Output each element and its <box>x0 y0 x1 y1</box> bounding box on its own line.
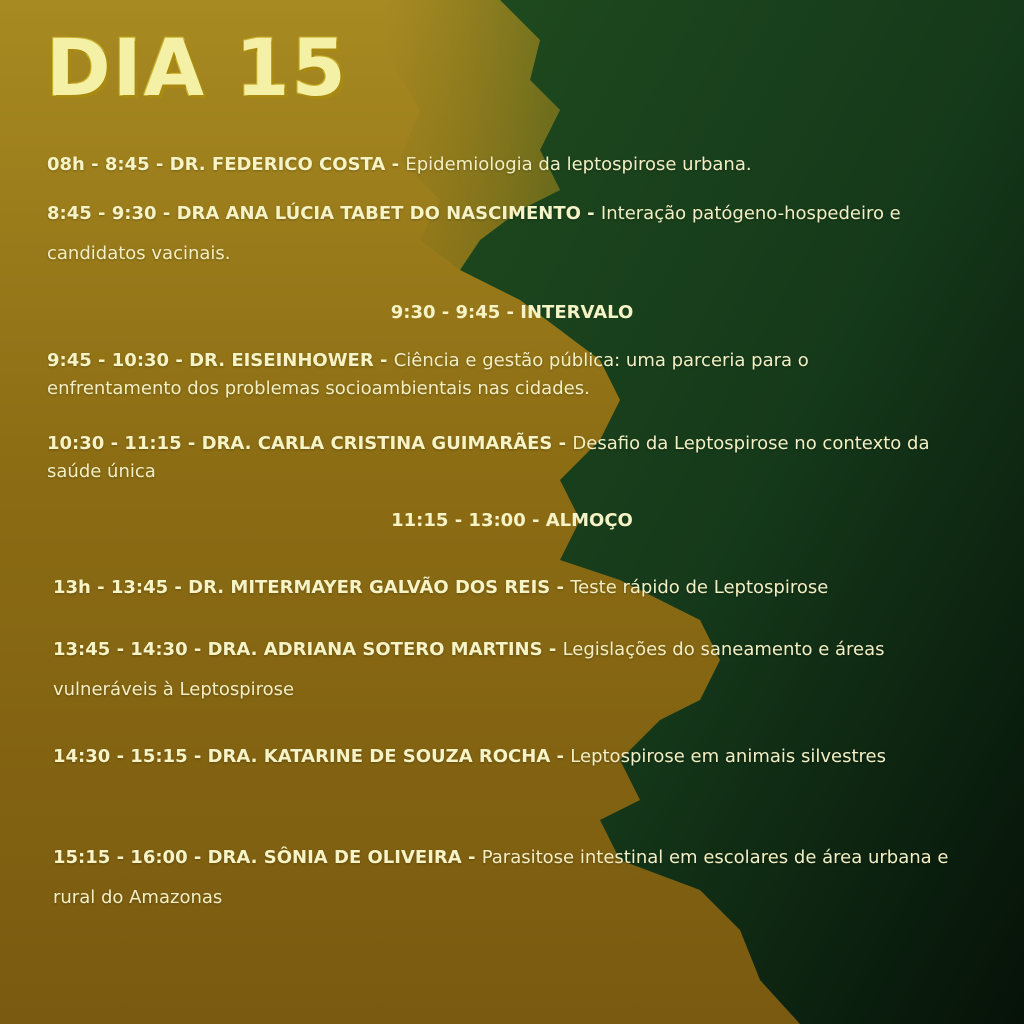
speaker-name: DRA. CARLA CRISTINA GUIMARÃES <box>201 433 553 454</box>
session-topic: Leptospirose em animais silvestres <box>570 746 886 767</box>
schedule-item <box>53 838 973 918</box>
speaker-name: DR. MITERMAYER GALVÃO DOS REIS <box>188 577 551 598</box>
speaker-name: DR. FEDERICO COSTA <box>169 154 386 175</box>
session-topic: Ciência e gestão pública: uma parceria para o enfrentamento dos problemas socioambientais nas cidades. <box>47 350 809 399</box>
separator: - <box>373 350 394 371</box>
separator: - <box>580 203 601 224</box>
speaker-name: DR. EISEINHOWER <box>189 350 374 371</box>
schedule-item <box>53 737 953 777</box>
session-topic: Parasitose intestinal em escolares de área urbana e rural do Amazonas <box>53 847 949 908</box>
separator: - <box>461 847 482 868</box>
session-time: 10:30 - 11:15 - <box>47 433 202 454</box>
day-title: DIA 15 <box>46 24 348 114</box>
session-time: 9:45 - 10:30 - <box>47 350 190 371</box>
session-topic: Epidemiologia da leptospirose urbana. <box>405 154 752 175</box>
session-time: 14:30 - 15:15 - <box>53 746 208 767</box>
separator: - <box>550 746 571 767</box>
speaker-name: DRA. ADRIANA SOTERO MARTINS <box>207 639 543 660</box>
session-topic: Desafio da Leptospirose no contexto da saúde única <box>47 433 930 482</box>
session-time: 13:45 - 14:30 - <box>53 639 208 660</box>
separator: - <box>550 577 571 598</box>
session-topic: Teste rápido de Leptospirose <box>570 577 829 598</box>
speaker-name: DRA. SÔNIA DE OLIVEIRA <box>207 847 462 868</box>
schedule-item <box>47 194 947 274</box>
session-time: 08h - 8:45 - <box>47 154 170 175</box>
speaker-name: DRA. KATARINE DE SOUZA ROCHA <box>207 746 551 767</box>
separator: - <box>542 639 563 660</box>
schedule-item <box>53 630 993 710</box>
session-time: 8:45 - 9:30 - <box>47 203 177 224</box>
break-intervalo: 9:30 - 9:45 - INTERVALO <box>390 302 634 323</box>
session-time: 13h - 13:45 - <box>53 577 189 598</box>
schedule-item <box>47 430 977 486</box>
separator: - <box>552 433 573 454</box>
session-topic: Interação patógeno-hospedeiro e candidatos vacinais. <box>47 203 901 264</box>
break-almoco: 11:15 - 13:00 - ALMOÇO <box>391 510 633 531</box>
schedule-item <box>47 151 977 179</box>
separator: - <box>385 154 406 175</box>
session-topic: Legislações do saneamento e áreas vulneráveis à Leptospirose <box>53 639 885 700</box>
speaker-name: DRA ANA LÚCIA TABET DO NASCIMENTO <box>176 203 581 224</box>
schedule-item <box>53 574 993 602</box>
session-time: 15:15 - 16:00 - <box>53 847 208 868</box>
schedule-item <box>47 347 887 403</box>
